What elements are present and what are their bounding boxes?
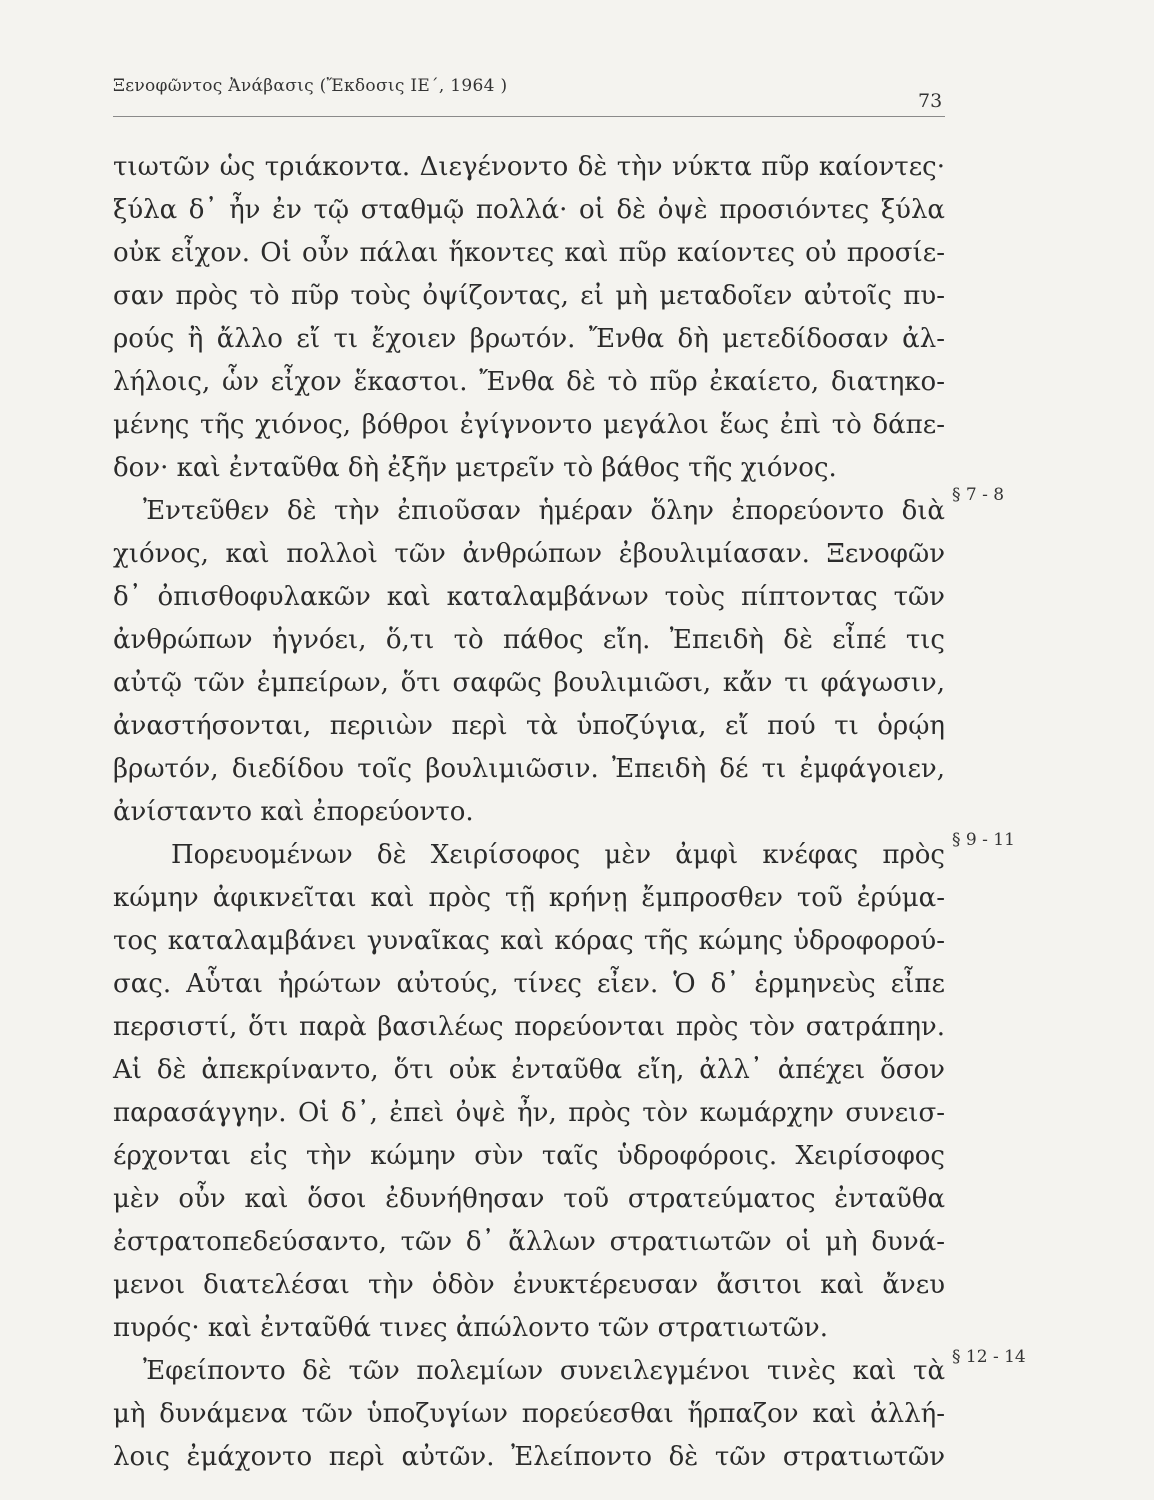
text-line: μένης τῆς χιόνος, βόθροι ἐγίγνοντο μεγάλοι ἕως ἐπὶ τὸ δάπε- <box>113 410 945 440</box>
text-line: ἀνίσταντο καὶ ἐπορεύοντο. <box>113 797 474 827</box>
text-line: βρωτόν, διεδίδου τοῖς βουλιμιῶσιν. Ἐπειδὴ δέ τι ἐμφάγοιεν, <box>113 754 945 784</box>
text-line: δον· καὶ ἐνταῦθα δὴ ἐξῆν μετρεῖν τὸ βάθος τῆς χιόνος. <box>113 453 837 483</box>
text-line: πυρός· καὶ ἐνταῦθά τινες ἀπώλοντο τῶν στρατιωτῶν. <box>113 1313 828 1343</box>
text-line: μενοι διατελέσαι τὴν ὁδὸν ἐνυκτέρευσαν ἄσιτοι καὶ ἄνευ <box>113 1270 945 1300</box>
section-marker: § 12 - 14 <box>952 1347 1026 1367</box>
running-title: Ξενοφῶντος Ἀνάβασις (Ἔκδοσις ΙΕ΄, 1964 ) <box>113 76 508 96</box>
text-line: ξύλα δ᾽ ἦν ἐν τῷ σταθμῷ πολλά· οἱ δὲ ὀψὲ προσιόντες ξύλα <box>113 195 945 225</box>
text-line: Ἐντεῦθεν δὲ τὴν ἐπιοῦσαν ἡμέραν ὅλην ἐπορεύοντο διὰ <box>143 496 945 526</box>
text-line: ρούς ἢ ἄλλο εἴ τι ἔχοιεν βρωτόν. Ἔνθα δὴ μετεδίδοσαν ἀλ- <box>113 324 945 354</box>
page-number: 73 <box>918 90 943 112</box>
text-line: μὴ δυνάμενα τῶν ὑποζυγίων πορεύεσθαι ἥρπαζον καὶ ἀλλή- <box>113 1399 945 1429</box>
text-line: οὐκ εἶχον. Οἱ οὖν πάλαι ἥκοντες καὶ πῦρ καίοντες οὐ προσίε- <box>113 238 945 268</box>
text-line: Αἱ δὲ ἀπεκρίναντο, ὅτι οὐκ ἐνταῦθα εἴη, ἀλλ᾽ ἀπέχει ὅσον <box>113 1055 945 1085</box>
header-rule <box>113 116 945 117</box>
text-line: έρχονται εἰς τὴν κώμην σὺν ταῖς ὑδροφόροις. Χειρίσοφος <box>113 1141 945 1171</box>
text-line: τιωτῶν ὡς τριάκοντα. Διεγένοντο δὲ τὴν νύκτα πῦρ καίοντες· <box>113 152 945 182</box>
section-marker: § 7 - 8 <box>952 485 1005 505</box>
text-line: ἐστρατοπεδεύσαντο, τῶν δ᾽ ἄλλων στρατιωτῶν οἱ μὴ δυνά- <box>113 1227 945 1257</box>
text-line: τος καταλαμβάνει γυναῖκας καὶ κόρας τῆς κώμης ὑδροφορού- <box>113 926 945 956</box>
text-line: μὲν οὖν καὶ ὅσοι ἐδυνήθησαν τοῦ στρατεύματος ἐνταῦθα <box>113 1184 945 1214</box>
text-line: παρασάγγην. Οἱ δ᾽, ἐπεὶ ὀψὲ ἦν, πρὸς τὸν κωμάρχην συνεισ- <box>113 1098 945 1128</box>
text-line: δ᾽ ὀπισθοφυλακῶν καὶ καταλαμβάνων τοὺς πίπτοντας τῶν <box>113 582 945 612</box>
text-line: αὐτῷ τῶν ἐμπείρων, ὅτι σαφῶς βουλιμιῶσι, κἄν τι φάγωσιν, <box>113 668 945 698</box>
text-line: Ἐφείποντο δὲ τῶν πολεμίων συνειλεγμένοι τινὲς καὶ τὰ <box>143 1356 945 1386</box>
section-marker: § 9 - 11 <box>952 830 1015 850</box>
text-line: χιόνος, καὶ πολλοὶ τῶν ἀνθρώπων ἐβουλιμίασαν. Ξενοφῶν <box>113 539 945 569</box>
text-line: κώμην ἀφικνεῖται καὶ πρὸς τῇ κρήνῃ ἔμπροσθεν τοῦ ἐρύμα- <box>113 883 945 913</box>
text-line: ἀνθρώπων ἠγνόει, ὅ,τι τὸ πάθος εἴη. Ἐπειδὴ δὲ εἶπέ τις <box>113 625 945 655</box>
text-line: ἀναστήσονται, περιιὼν περὶ τὰ ὑποζύγια, εἴ πού τι ὁρῴη <box>113 711 945 741</box>
text-line: λοις ἐμάχοντο περὶ αὐτῶν. Ἐλείποντο δὲ τῶν στρατιωτῶν <box>113 1442 945 1472</box>
text-line: περσιστί, ὅτι παρὰ βασιλέως πορεύονται πρὸς τὸν σατράπην. <box>113 1012 945 1042</box>
text-line: Πορευομένων δὲ Χειρίσοφος μὲν ἀμφὶ κνέφας πρὸς <box>171 840 945 870</box>
text-line: λήλοις, ὧν εἶχον ἕκαστοι. Ἔνθα δὲ τὸ πῦρ ἐκαίετο, διατηκο- <box>113 367 945 397</box>
text-line: σας. Αὗται ἠρώτων αὐτούς, τίνες εἶεν. Ὁ δ᾽ ἑρμηνεὺς εἶπε <box>113 969 945 999</box>
text-line: σαν πρὸς τὸ πῦρ τοὺς ὀψίζοντας, εἰ μὴ μεταδοῖεν αὐτοῖς πυ- <box>113 281 945 311</box>
